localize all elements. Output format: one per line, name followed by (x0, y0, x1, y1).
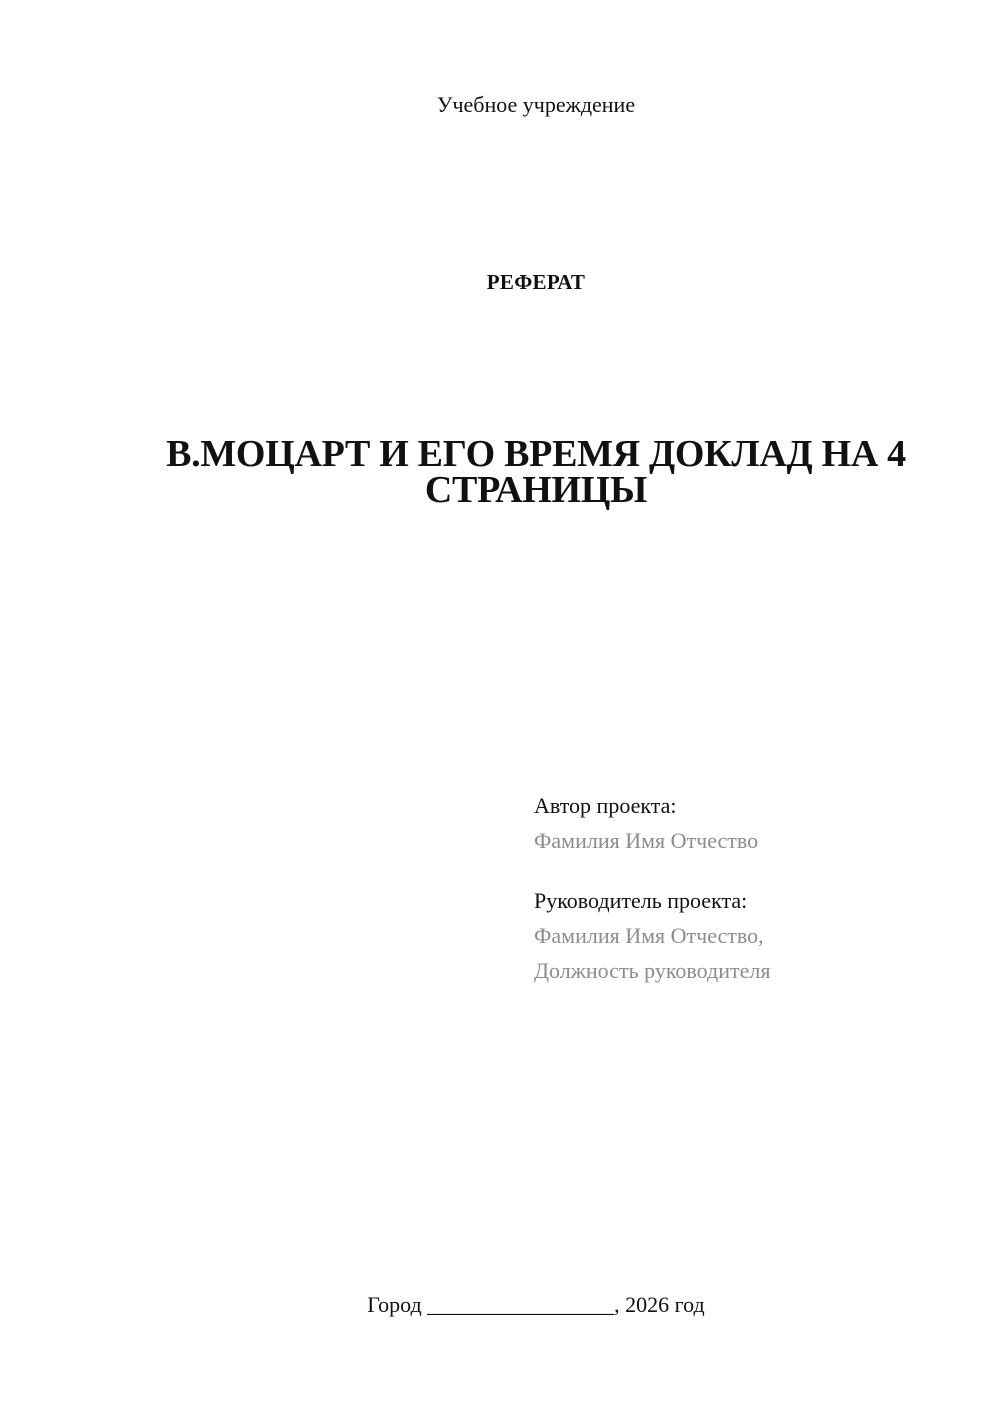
supervisor-label: Руководитель проекта: (534, 888, 748, 913)
author-name: Фамилия Имя Отчество (534, 828, 759, 853)
supervisor-name: Фамилия Имя Отчество, (534, 923, 764, 948)
credits-block (534, 788, 974, 988)
document-type: РЕФЕРАТ (486, 270, 586, 294)
title-line-1: В.МОЦАРТ И ЕГО ВРЕМЯ ДОКЛАД НА 4 (166, 433, 906, 475)
title-line-2: СТРАНИЦЫ (424, 469, 648, 511)
author-label: Автор проекта: (534, 793, 677, 818)
credits-spacer (534, 858, 974, 883)
institution-name: Учебное учреждение (436, 92, 636, 117)
city-year-line: Город _________________, 2026 год (367, 1292, 705, 1317)
document-title (130, 433, 942, 511)
supervisor-position: Должность руководителя (534, 958, 771, 983)
